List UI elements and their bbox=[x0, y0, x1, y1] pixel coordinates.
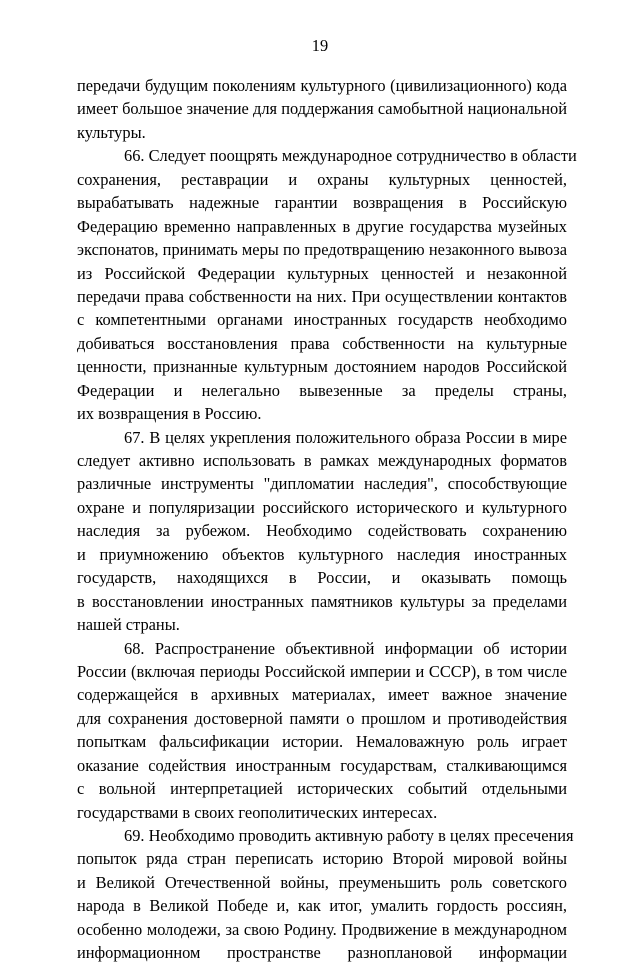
text-line: их возвращения в Россию. bbox=[77, 404, 262, 424]
text-line: особенно молодежи, за свою Родину. Продвижение в международном bbox=[77, 919, 567, 939]
text-line: 67. В целях укрепления положительного образа России в мире bbox=[124, 427, 567, 447]
text-line: передачи права собственности на них. При осуществлении контактов bbox=[77, 286, 567, 306]
text-line: и приумножению объектов культурного наследия иностранных bbox=[77, 544, 567, 564]
text-line: экспонатов, принимать меры по предотвращению незаконного вывоза bbox=[77, 240, 567, 260]
text-line: охране и популяризации российского исторического и культурного bbox=[77, 497, 567, 517]
text-line: России (включая периоды Российской империи и СССР), в том числе bbox=[77, 661, 567, 681]
text-line: оказание содействия иностранным государствам, сталкивающимся bbox=[77, 755, 567, 775]
text-line: имеет большое значение для поддержания самобытной национальной bbox=[77, 99, 567, 119]
text-line: следует активно использовать в рамках международных форматов bbox=[77, 451, 567, 470]
text-line: сохранения, реставрации и охраны культурных ценностей, bbox=[77, 169, 567, 189]
text-line: в восстановлении иностранных памятников культуры за пределами bbox=[77, 591, 567, 611]
text-line: наследия за рубежом. Необходимо содействовать сохранению bbox=[77, 521, 567, 541]
text-line: ценности, признанные культурным достоянием народов Российской bbox=[77, 357, 567, 377]
text-line: вырабатывать надежные гарантии возвращения в Российскую bbox=[77, 193, 567, 213]
text-line: культуры. bbox=[77, 122, 146, 142]
text-line: попыток ряда стран переписать историю Второй мировой войны bbox=[77, 849, 567, 869]
text-line: передачи будущим поколениям культурного (цивилизационного) кода bbox=[77, 76, 567, 95]
text-line: попыткам фальсификации истории. Немаловажную роль играет bbox=[77, 732, 567, 752]
text-line: народа в Великой Победе и, как итог, умалить гордость россиян, bbox=[77, 896, 567, 916]
text-line: различные инструменты "дипломатии наследия", способствующие bbox=[77, 474, 567, 494]
text-line: государствами в своих геополитических интересах. bbox=[77, 802, 438, 822]
text-line: Федерацию временно направленных в другие государства музейных bbox=[77, 216, 567, 236]
text-line: 68. Распространение объективной информации об истории bbox=[124, 638, 567, 658]
text-line: 69. Необходимо проводить активную работу в целях пресечения bbox=[124, 826, 574, 845]
body-text bbox=[77, 74, 577, 965]
text-line: государств, находящихся в России, и оказывать помощь bbox=[77, 568, 567, 588]
text-line: добиваться восстановления права собственности на культурные bbox=[77, 333, 567, 353]
text-line: информационном пространстве разноплановой информации bbox=[77, 943, 567, 963]
text-line: содержащейся в архивных материалах, имеет важное значение bbox=[77, 685, 567, 705]
text-line: с вольной интерпретацией исторических событий отдельными bbox=[77, 779, 567, 799]
text-line: с компетентными органами иностранных государств необходимо bbox=[77, 310, 567, 330]
text-line: Федерации и нелегально вывезенные за пределы страны, bbox=[77, 380, 567, 400]
text-line: нашей страны. bbox=[77, 615, 180, 635]
text-line: для сохранения достоверной памяти о прошлом и противодействия bbox=[77, 708, 567, 728]
text-line: 66. Следует поощрять международное сотрудничество в области bbox=[124, 146, 577, 166]
page-number: 19 bbox=[311, 36, 329, 55]
text-line: и Великой Отечественной войны, преуменьшить роль советского bbox=[77, 872, 567, 892]
text-line: из Российской Федерации культурных ценностей и незаконной bbox=[77, 263, 567, 283]
